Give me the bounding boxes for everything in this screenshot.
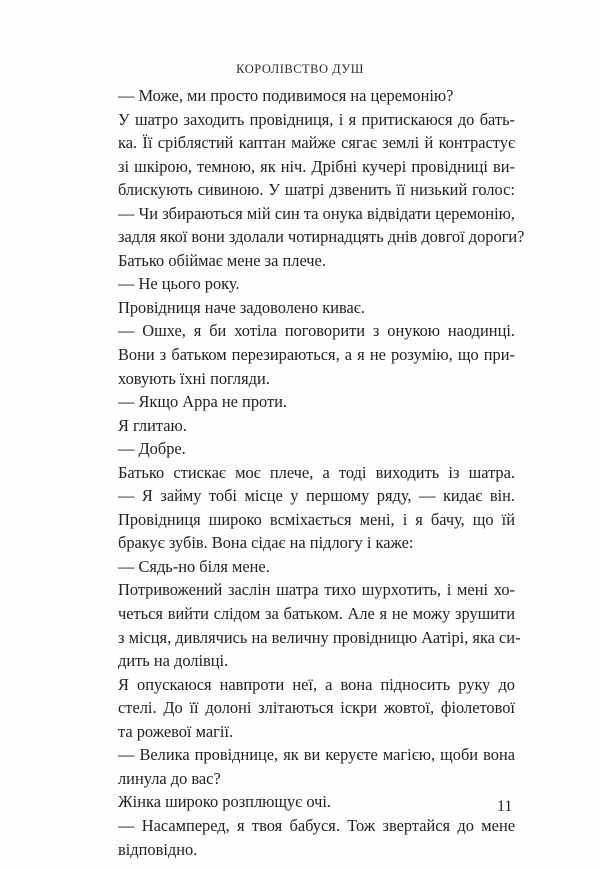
text-line: ка. Її сріблястий каптан майже сягає землі й контрастує xyxy=(118,133,515,153)
text-line: зі шкірою, темною, як ніч. Дрібні кучері провідниці ви- xyxy=(118,156,515,176)
text-line: стелі. До її долоні злітаються іскри жовтої, фіолетової xyxy=(118,698,515,718)
text-line: — Я займу тобі місце у першому ряду, — кидає він. xyxy=(118,486,515,506)
text-line: ховують їхні погляди. xyxy=(118,368,270,388)
text-line: — Ошхе, я би хотіла поговорити з онукою наодинці. xyxy=(118,321,515,341)
text-line: Жінка широко розплющує очі. xyxy=(118,792,331,812)
text-line: Провідниця широко всміхається мені, і я бачу, що їй xyxy=(118,509,515,529)
text-line: Провідниця наче задоволено киває. xyxy=(118,297,365,317)
text-line: — Сядь-но біля мене. xyxy=(118,556,270,576)
text-line: Батько стискає моє плече, а тоді виходить із шатра. xyxy=(118,462,515,482)
text-line: — Добре. xyxy=(118,439,186,459)
text-line: — Не цього року. xyxy=(118,274,240,294)
text-line: з місця, дивлячись на величну провідницю Аатірі, яка си- xyxy=(118,627,521,647)
text-line: четься вийти слідом за батьком. Але я не можу зрушити xyxy=(118,604,515,624)
text-line: Вони з батьком перезираються, а я не розумію, що при- xyxy=(118,345,515,365)
text-line: — Насамперед, я твоя бабуся. Тож звертайся до мене xyxy=(118,815,515,835)
text-line: — Якщо Арра не проти. xyxy=(118,392,288,412)
text-line: — Може, ми просто подивимося на церемонію? xyxy=(118,86,454,105)
text-line: відповідно. xyxy=(118,839,198,859)
text-line: — Чи збираються мій син та онука відвідати церемонію, xyxy=(118,203,515,223)
text-line: Потривожений заслін шатра тихо шурхотить, і мені хо- xyxy=(118,580,515,600)
text-line: Батько обіймає мене за плече. xyxy=(118,250,326,270)
text-line: дить на долівці. xyxy=(118,651,229,671)
text-line: задля якої вони здолали чотирнадцять днів довгої дороги? xyxy=(118,227,525,247)
text-line: та рожевої магії. xyxy=(118,721,234,741)
text-line: Я глитаю. xyxy=(118,415,187,435)
text-line: бракує зубів. Вона сідає на підлогу і каже: xyxy=(118,533,414,553)
text-line: Я опускаюся навпроти неї, а вона підносить руку до xyxy=(118,674,515,694)
text-line: блискують сивиною. У шатрі дзвенить її низький голос: xyxy=(118,180,515,200)
running-head: КОРОЛІВСТВО ДУШ xyxy=(236,62,364,76)
text-line: — Велика провіднице, як ви керуєте магією, щоби вона xyxy=(118,745,515,765)
body-text xyxy=(118,84,525,861)
text-line: линула до вас? xyxy=(118,768,221,788)
text-line: У шатро заходить провідниця, і я притискаюся до бать- xyxy=(118,109,515,129)
page-number: 11 xyxy=(497,798,513,815)
